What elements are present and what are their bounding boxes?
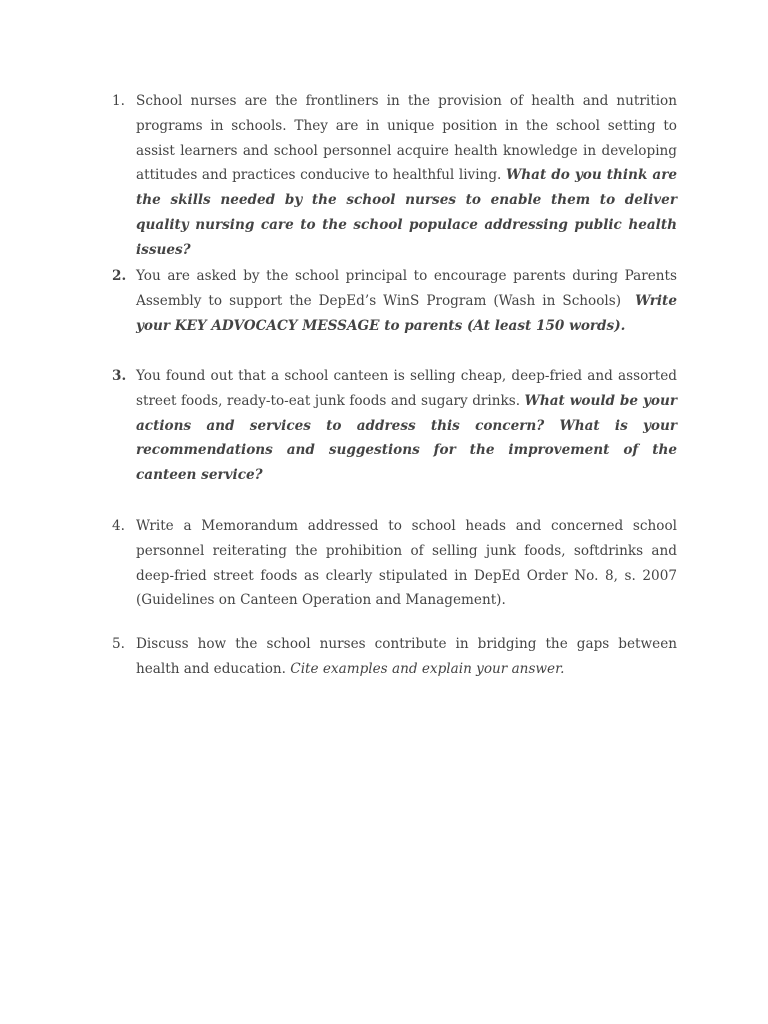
question-emphasis: What do you think are the skills needed by the school nurses to enable them to deliver quality nursing care to the school populace addressing public health issues? bbox=[136, 167, 678, 258]
question-text bbox=[136, 632, 677, 682]
question-emphasis: What would be your actions and services to address this concern? What is your recommendations and suggestions for the improvement of the canteen service? bbox=[136, 392, 678, 484]
question-prompt: You found out that a school canteen is selling cheap, deep-fried and assorted street foods, ready-to-eat junk foods and sugary drinks. bbox=[136, 368, 677, 409]
question-emphasis: Write your KEY ADVOCACY MESSAGE to parents (At least 150 words). bbox=[136, 292, 677, 334]
question-prompt: School nurses are the frontliners in the provision of health and nutrition programs in schools. They are in unique position in the school setting to assist learners and school personnel acquire health knowledge in developing attitudes and practices conducive to healthful living. bbox=[136, 93, 677, 184]
question-number: 3. bbox=[112, 368, 127, 384]
question-text bbox=[136, 364, 677, 488]
question-text bbox=[136, 514, 677, 613]
question-number: 4. bbox=[112, 518, 125, 534]
question-number: 5. bbox=[112, 636, 125, 652]
question-text bbox=[136, 264, 677, 338]
question-number: 2. bbox=[112, 268, 127, 284]
question-number: 1. bbox=[112, 93, 125, 109]
question-text bbox=[136, 89, 677, 263]
question-prompt: Write a Memorandum addressed to school heads and concerned school personnel reiterating the prohibition of selling junk foods, softdrinks and deep-fried street foods as clearly stipulated in DepEd Order No. 8, s. 2007 (Guidelines on Canteen Operation and Management). bbox=[136, 518, 677, 609]
question-prompt: Discuss how the school nurses contribute in bridging the gaps between health and education. bbox=[136, 636, 677, 677]
question-emphasis: Cite examples and explain your answer. bbox=[290, 660, 565, 677]
question-prompt: You are asked by the school principal to encourage parents during Parents Assembly to support the DepEd’s WinS Program (Wash in Schools) bbox=[136, 268, 677, 309]
